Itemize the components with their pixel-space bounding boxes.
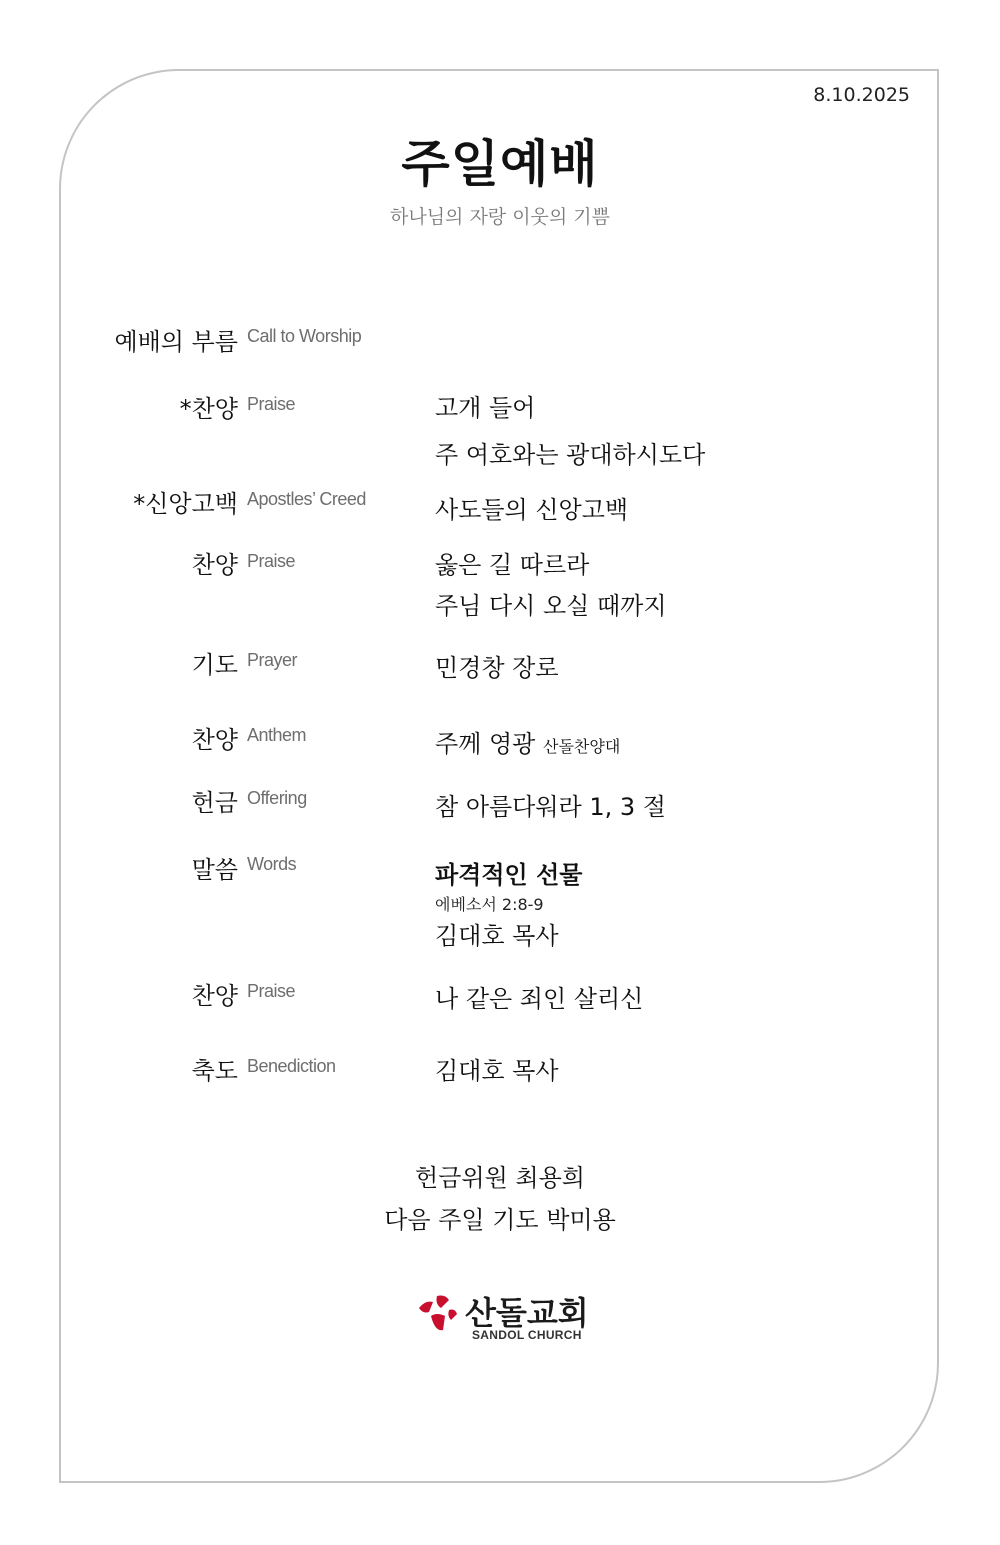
sermon-scripture: 에베소서 2:8-9 [435,895,544,914]
order-item-call-to-worship-en: Call to Worship [247,326,362,346]
order-item-benediction-label: 축도 [191,1057,238,1085]
church-logo [415,1288,590,1348]
offering-hymn: 참 아름다워라 1, 3 절 [435,793,666,821]
church-logo-icon [415,1292,459,1332]
praise-2-song-2: 주님 다시 오실 때까지 [435,592,667,620]
order-item-offering-en: Offering [247,788,307,808]
order-item-anthem-en: Anthem [247,725,307,745]
creed-text: 사도들의 신앙고백 [435,496,629,524]
praise-1-song-2: 주 여호와는 광대하시도다 [435,441,706,469]
order-item-praise-2-label: 찬양 [191,551,238,579]
order-item-words-label: 말씀 [191,856,238,884]
praise-2-song-1: 옳은 길 따르라 [435,551,590,579]
anthem-title: 주께 영광 [435,730,536,758]
order-item-prayer-label: 기도 [191,651,238,679]
benediction-pastor: 김대호 목사 [435,1057,559,1085]
date: 8.10.2025 [813,84,910,106]
order-item-praise-1-en: Praise [247,394,296,414]
order-item-creed-en: Apostles’ Creed [247,489,366,509]
order-item-prayer-en: Prayer [247,650,298,670]
offering-committee: 헌금위원 최용희 [415,1164,585,1192]
order-item-praise-2-en: Praise [247,551,296,571]
anthem-choir: 산돌찬양대 [543,737,621,756]
next-week-prayer: 다음 주일 기도 박미용 [384,1206,616,1234]
sermon-title: 파격적인 선물 [435,861,583,889]
order-item-praise-3-label: 찬양 [191,982,238,1010]
page-title: 주일예배 [401,135,599,193]
order-item-offering-label: 헌금 [191,789,238,817]
anthem-title-row [435,724,620,759]
order-item-benediction-en: Benediction [247,1056,336,1076]
order-item-praise-1-label: *찬양 [179,395,238,423]
church-name-ko: 산돌교회 [465,1294,589,1332]
prayer-leader: 민경창 장로 [435,654,559,682]
sermon-preacher: 김대호 목사 [435,922,559,950]
page-subtitle: 하나님의 자랑 이웃의 기쁨 [389,206,610,228]
order-item-anthem-label: 찬양 [191,726,238,754]
church-name-en: SANDOL CHURCH [472,1328,582,1342]
order-item-creed-label: *신앙고백 [133,490,238,518]
order-item-words-en: Words [247,854,297,874]
bulletin-frame [59,69,939,1483]
praise-1-song-1: 고개 들어 [435,394,536,422]
order-item-call-to-worship-label: 예배의 부름 [114,328,238,356]
order-item-praise-3-en: Praise [247,981,296,1001]
praise-3-song: 나 같은 죄인 살리신 [435,985,644,1013]
